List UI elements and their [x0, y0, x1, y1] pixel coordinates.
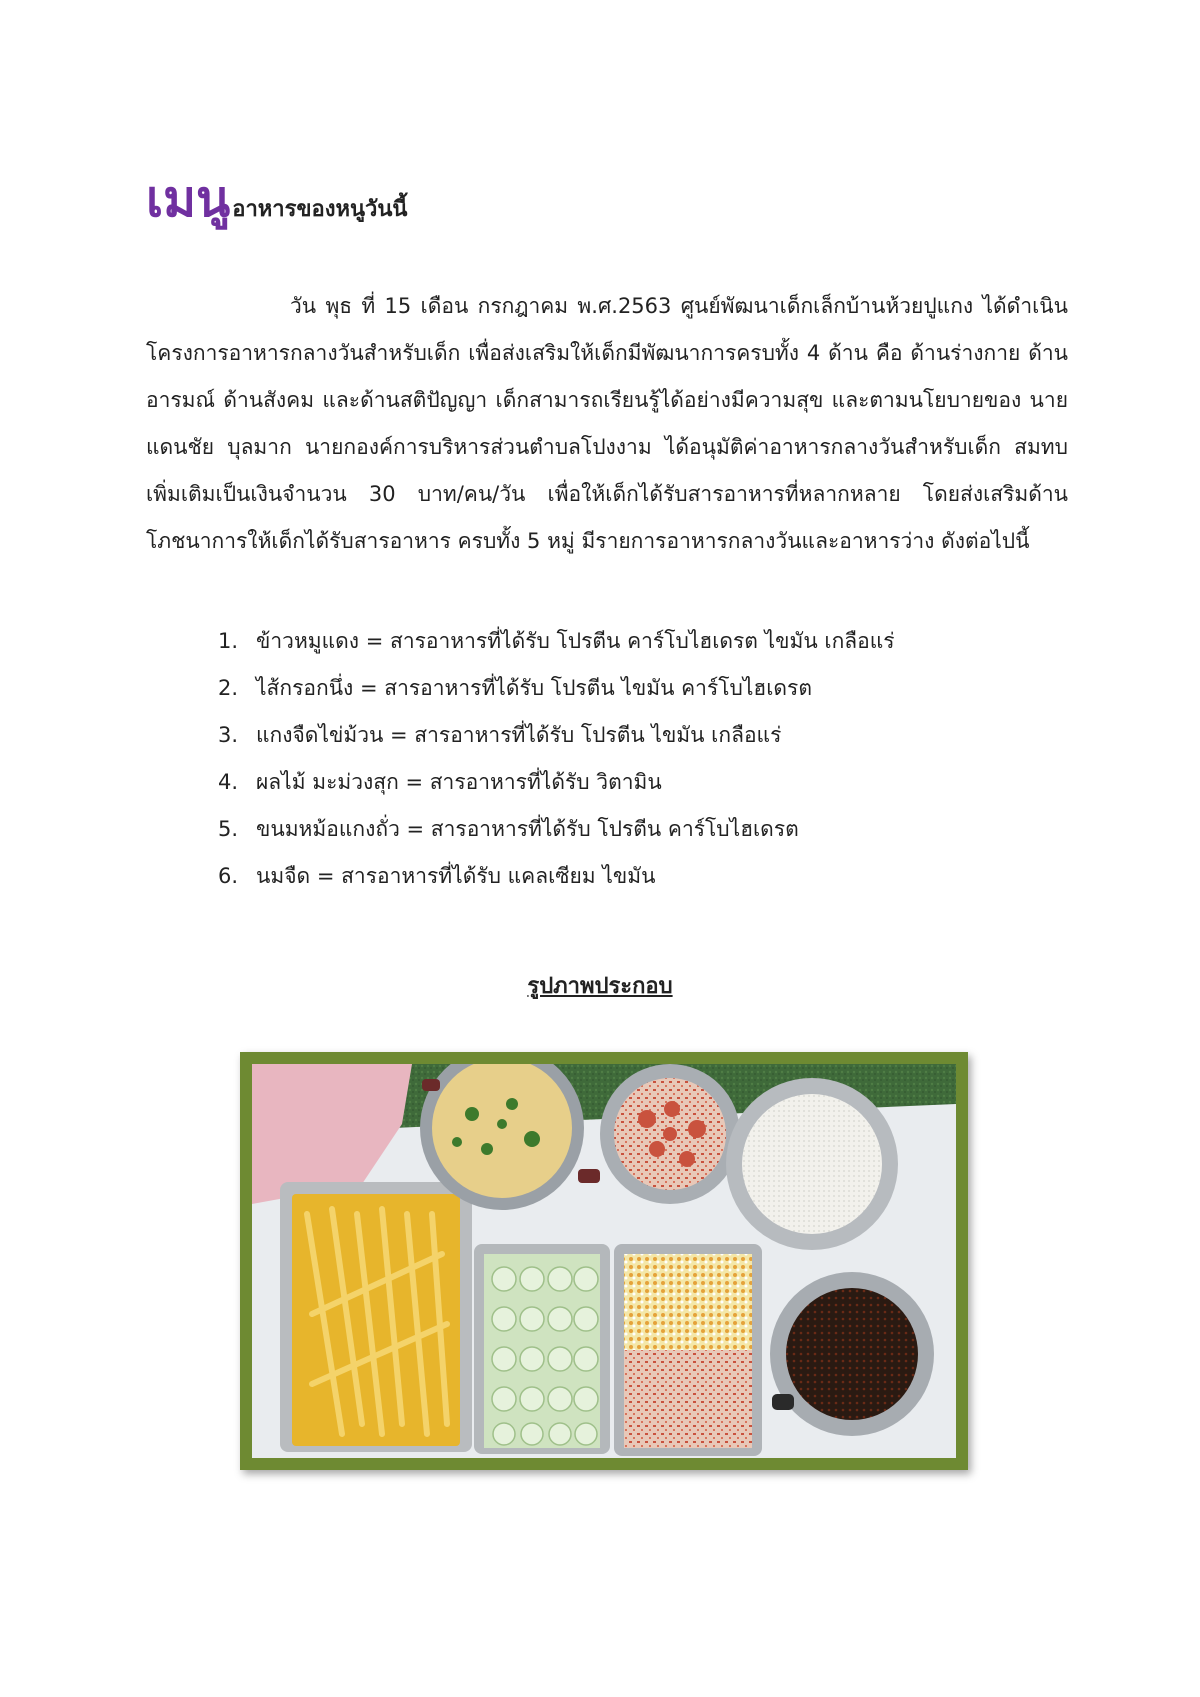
item-number: 2.	[218, 676, 239, 700]
item-text: ข้าวหมูแดง = สารอาหารที่ได้รับ โปรตีน คาร์โบไฮเดรต ไขมัน เกลือแร่	[256, 629, 895, 653]
item-number: 4.	[218, 770, 239, 794]
item-text: ผลไม้ มะม่วงสุก = สารอาหารที่ได้รับ วิตามิน	[256, 770, 662, 794]
photo-frame	[240, 1052, 968, 1470]
item-number: 3.	[218, 723, 239, 747]
photo-caption: รูปภาพประกอบ	[527, 974, 673, 999]
title-rest: อาหารของหนูวันนี้	[232, 197, 408, 222]
list-item	[218, 665, 895, 712]
list-item	[218, 712, 895, 759]
intro-paragraph: วัน พุธ ที่ 15 เดือน กรกฎาคม พ.ศ.2563 ศูนย์พัฒนาเด็กเล็กบ้านห้วยปูแกง ได้ดำเนินโครงการอาหารกลางวันสำหรับเด็ก เพื่อส่งเสริมให้เด็กมีพัฒนาการครบทั้ง 4 ด้าน คือ ด้านร่างกาย ด้านอารมณ์ ด้านสังคม และด้านสติปัญญา เด็กสามารถเรียนรู้ได้อย่างมีความสุข และตามนโยบายของ นายแดนชัย บุลมาก นายกองค์การบริหารส่วนตำบลโปงงาม ได้อนุมัติค่าอาหารกลางวันสำหรับเด็ก สมทบเพิ่มเติมเป็นเงินจำนวน 30 บาท/คน/วัน เพื่อให้เด็กได้รับสารอาหารที่หลากหลาย โดยส่งเสริมด้านโภชนาการให้เด็กได้รับสารอาหาร ครบทั้ง 5 หมู่ มีรายการอาหารกลางวันและอาหารว่าง ดังต่อไปนี้	[146, 294, 1068, 553]
item-text: ไส้กรอกนึ่ง = สารอาหารที่ได้รับ โปรตีน ไขมัน คาร์โบไฮเดรต	[256, 676, 812, 700]
list-item	[218, 853, 895, 900]
item-number: 5.	[218, 817, 239, 841]
item-number: 1.	[218, 629, 239, 653]
list-item	[218, 759, 895, 806]
page-title	[146, 160, 407, 239]
item-text: ขนมหม้อแกงถั่ว = สารอาหารที่ได้รับ โปรตีน คาร์โบไฮเดรต	[256, 817, 799, 841]
title-highlight: เมนู	[146, 170, 231, 228]
food-photo	[252, 1064, 956, 1458]
list-item	[218, 806, 895, 853]
item-text: นมจืด = สารอาหารที่ได้รับ แคลเซียม ไขมัน	[256, 864, 656, 888]
item-text: แกงจืดไข่ม้วน = สารอาหารที่ได้รับ โปรตีน ไขมัน เกลือแร่	[256, 723, 782, 747]
menu-list	[218, 618, 895, 900]
item-number: 6.	[218, 864, 239, 888]
list-item	[218, 618, 895, 665]
